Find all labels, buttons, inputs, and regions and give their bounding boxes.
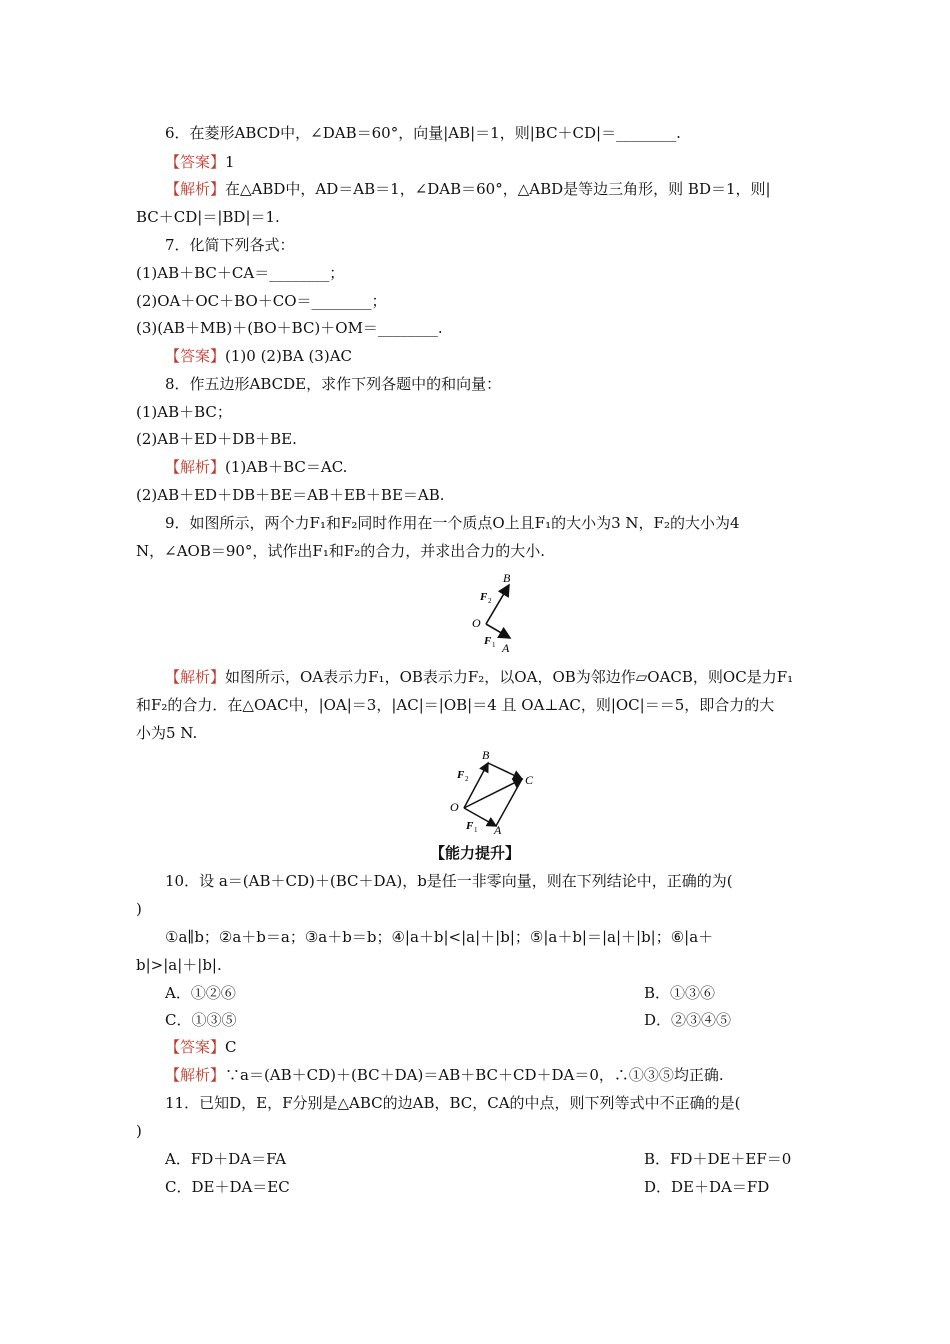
q8-item-2: (2)AB＋ED＋DB＋BE. [136,430,297,448]
q11-options-row-2 [165,1177,845,1197]
label-a: A [502,641,510,655]
q7-item-2: (2)OA＋OC＋BO＋CO＝________； [136,292,387,310]
q11-text: 11．已知D，E，F分别是△ABC的边AB，BC，CA的中点，则下列等式中不正确的是( [165,1094,741,1112]
label-b: B [503,571,511,585]
q10-option-c: C．①③⑤ [165,1011,237,1029]
q11-option-d: D．DE＋DA＝FD [644,1178,770,1196]
label-b: B [482,748,490,762]
analysis-text: ∵a＝(AB＋CD)＋(BC＋DA)＝AB＋BC＋CD＋DA＝0，∴①③⑤均正确. [225,1066,724,1084]
q10-statements: ①a∥b；②a＋b＝a；③a＋b＝b；④|a＋b|<|a|＋|b|；⑤|a＋b|＝|a|＋|b|；⑥|a＋ [165,928,714,946]
q10-answer [165,1037,845,1057]
q9-text-cont: N，∠AOB＝90°，试作出F₁和F₂的合力，并求出合力的大小. [136,542,546,560]
label-f1: F [466,820,474,832]
force-diagram-2 [444,747,540,837]
q10-option-d: D．②③④⑤ [644,1011,732,1029]
q10-text-cont: ) [136,900,142,918]
answer-text: (1)0 (2)BA (3)AC [225,347,353,365]
q7-item-1: (1)AB＋BC＋CA＝________； [136,264,345,282]
analysis-tag: 【解析】 [165,180,226,198]
label-o: O [472,616,481,630]
q11-text-cont: ) [136,1122,142,1140]
q7-item-3: (3)(AB＋MB)＋(BO＋BC)＋OM＝________. [136,319,443,337]
label-o: O [450,800,459,814]
analysis-tag: 【解析】 [165,668,226,686]
label-f2: F [457,769,465,781]
label-a: A [494,823,502,837]
q7-answer [165,346,845,366]
q8-text: 8．作五边形ABCDE，求作下列各题中的和向量： [165,375,502,393]
q9-analysis-cont: 和F₂的合力．在△OAC中，|OA|＝3，|AC|＝|OB|＝4 且 OA⊥AC，则|OC|＝＝5，即合力的大 [136,696,775,714]
answer-tag: 【答案】 [165,1038,226,1056]
q6-analysis [165,179,845,199]
label-f1-sub: 1 [492,641,496,649]
q10-options-row-1 [165,983,845,1003]
analysis-tag: 【解析】 [165,1066,226,1084]
answer-text: 1 [225,153,235,171]
q10-option-b: B．①③⑥ [644,984,716,1002]
q9-analysis-cont-2: 小为5 N. [136,724,198,742]
q9-text: 9．如图所示，两个力F₁和F₂同时作用在一个质点O上且F₁的大小为3 N，F₂的大小为4 [165,514,740,532]
edge-bc [488,763,522,779]
label-c: C [525,773,534,787]
q6-analysis-cont: BC＋CD|＝|BD|＝1. [136,208,280,226]
q9-analysis [165,667,845,687]
analysis-text: 在△ABD中，AD＝AB＝1，∠DAB＝60°，△ABD是等边三角形，则 BD＝1，则| [225,180,771,198]
q7-text: 7．化简下列各式： [165,236,295,254]
q6-answer [165,152,845,172]
q10-analysis [165,1065,845,1085]
q10-options-row-2 [165,1010,845,1030]
q10-statements-cont: b|>|a|＋|b|. [136,956,222,974]
q11-option-c: C．DE＋DA＝EC [165,1178,290,1196]
label-f2-sub: 2 [465,775,469,783]
label-f2-sub: 2 [488,597,492,605]
q11-option-a: A．FD＋DA＝FA [165,1150,287,1168]
label-f1-sub: 1 [474,826,478,834]
answer-tag: 【答案】 [165,153,226,171]
force-diagram-1 [465,568,525,658]
q10-text: 10．设 a＝(AB＋CD)＋(BC＋DA)，b是任一非零向量，则在下列结论中，正确的为( [165,872,733,890]
analysis-tag: 【解析】 [165,458,226,476]
q6-text: 6．在菱形ABCD中，∠DAB＝60°，向量|AB|＝1，则|BC＋CD|＝________. [165,124,681,142]
analysis-text: (1)AB＋BC＝AC. [225,458,348,476]
label-f1: F [484,635,492,647]
answer-tag: 【答案】 [165,347,226,365]
q10-option-a: A．①②⑥ [165,984,236,1002]
q11-options-row-1 [165,1149,845,1169]
q8-analysis [165,457,845,477]
q8-item-1: (1)AB＋BC； [136,403,232,421]
answer-text: C [225,1038,237,1056]
section-heading: 【能力提升】 [429,844,520,862]
analysis-text: 如图所示，OA表示力F₁，OB表示力F₂，以OA，OB为邻边作▱OACB，则OC是力F₁ [225,668,794,686]
q8-analysis-cont: (2)AB＋ED＋DB＋BE＝AB＋EB＋BE＝AB. [136,486,445,504]
q11-option-b: B．FD＋DE＋EF＝0 [644,1150,792,1168]
label-f2: F [480,591,488,603]
